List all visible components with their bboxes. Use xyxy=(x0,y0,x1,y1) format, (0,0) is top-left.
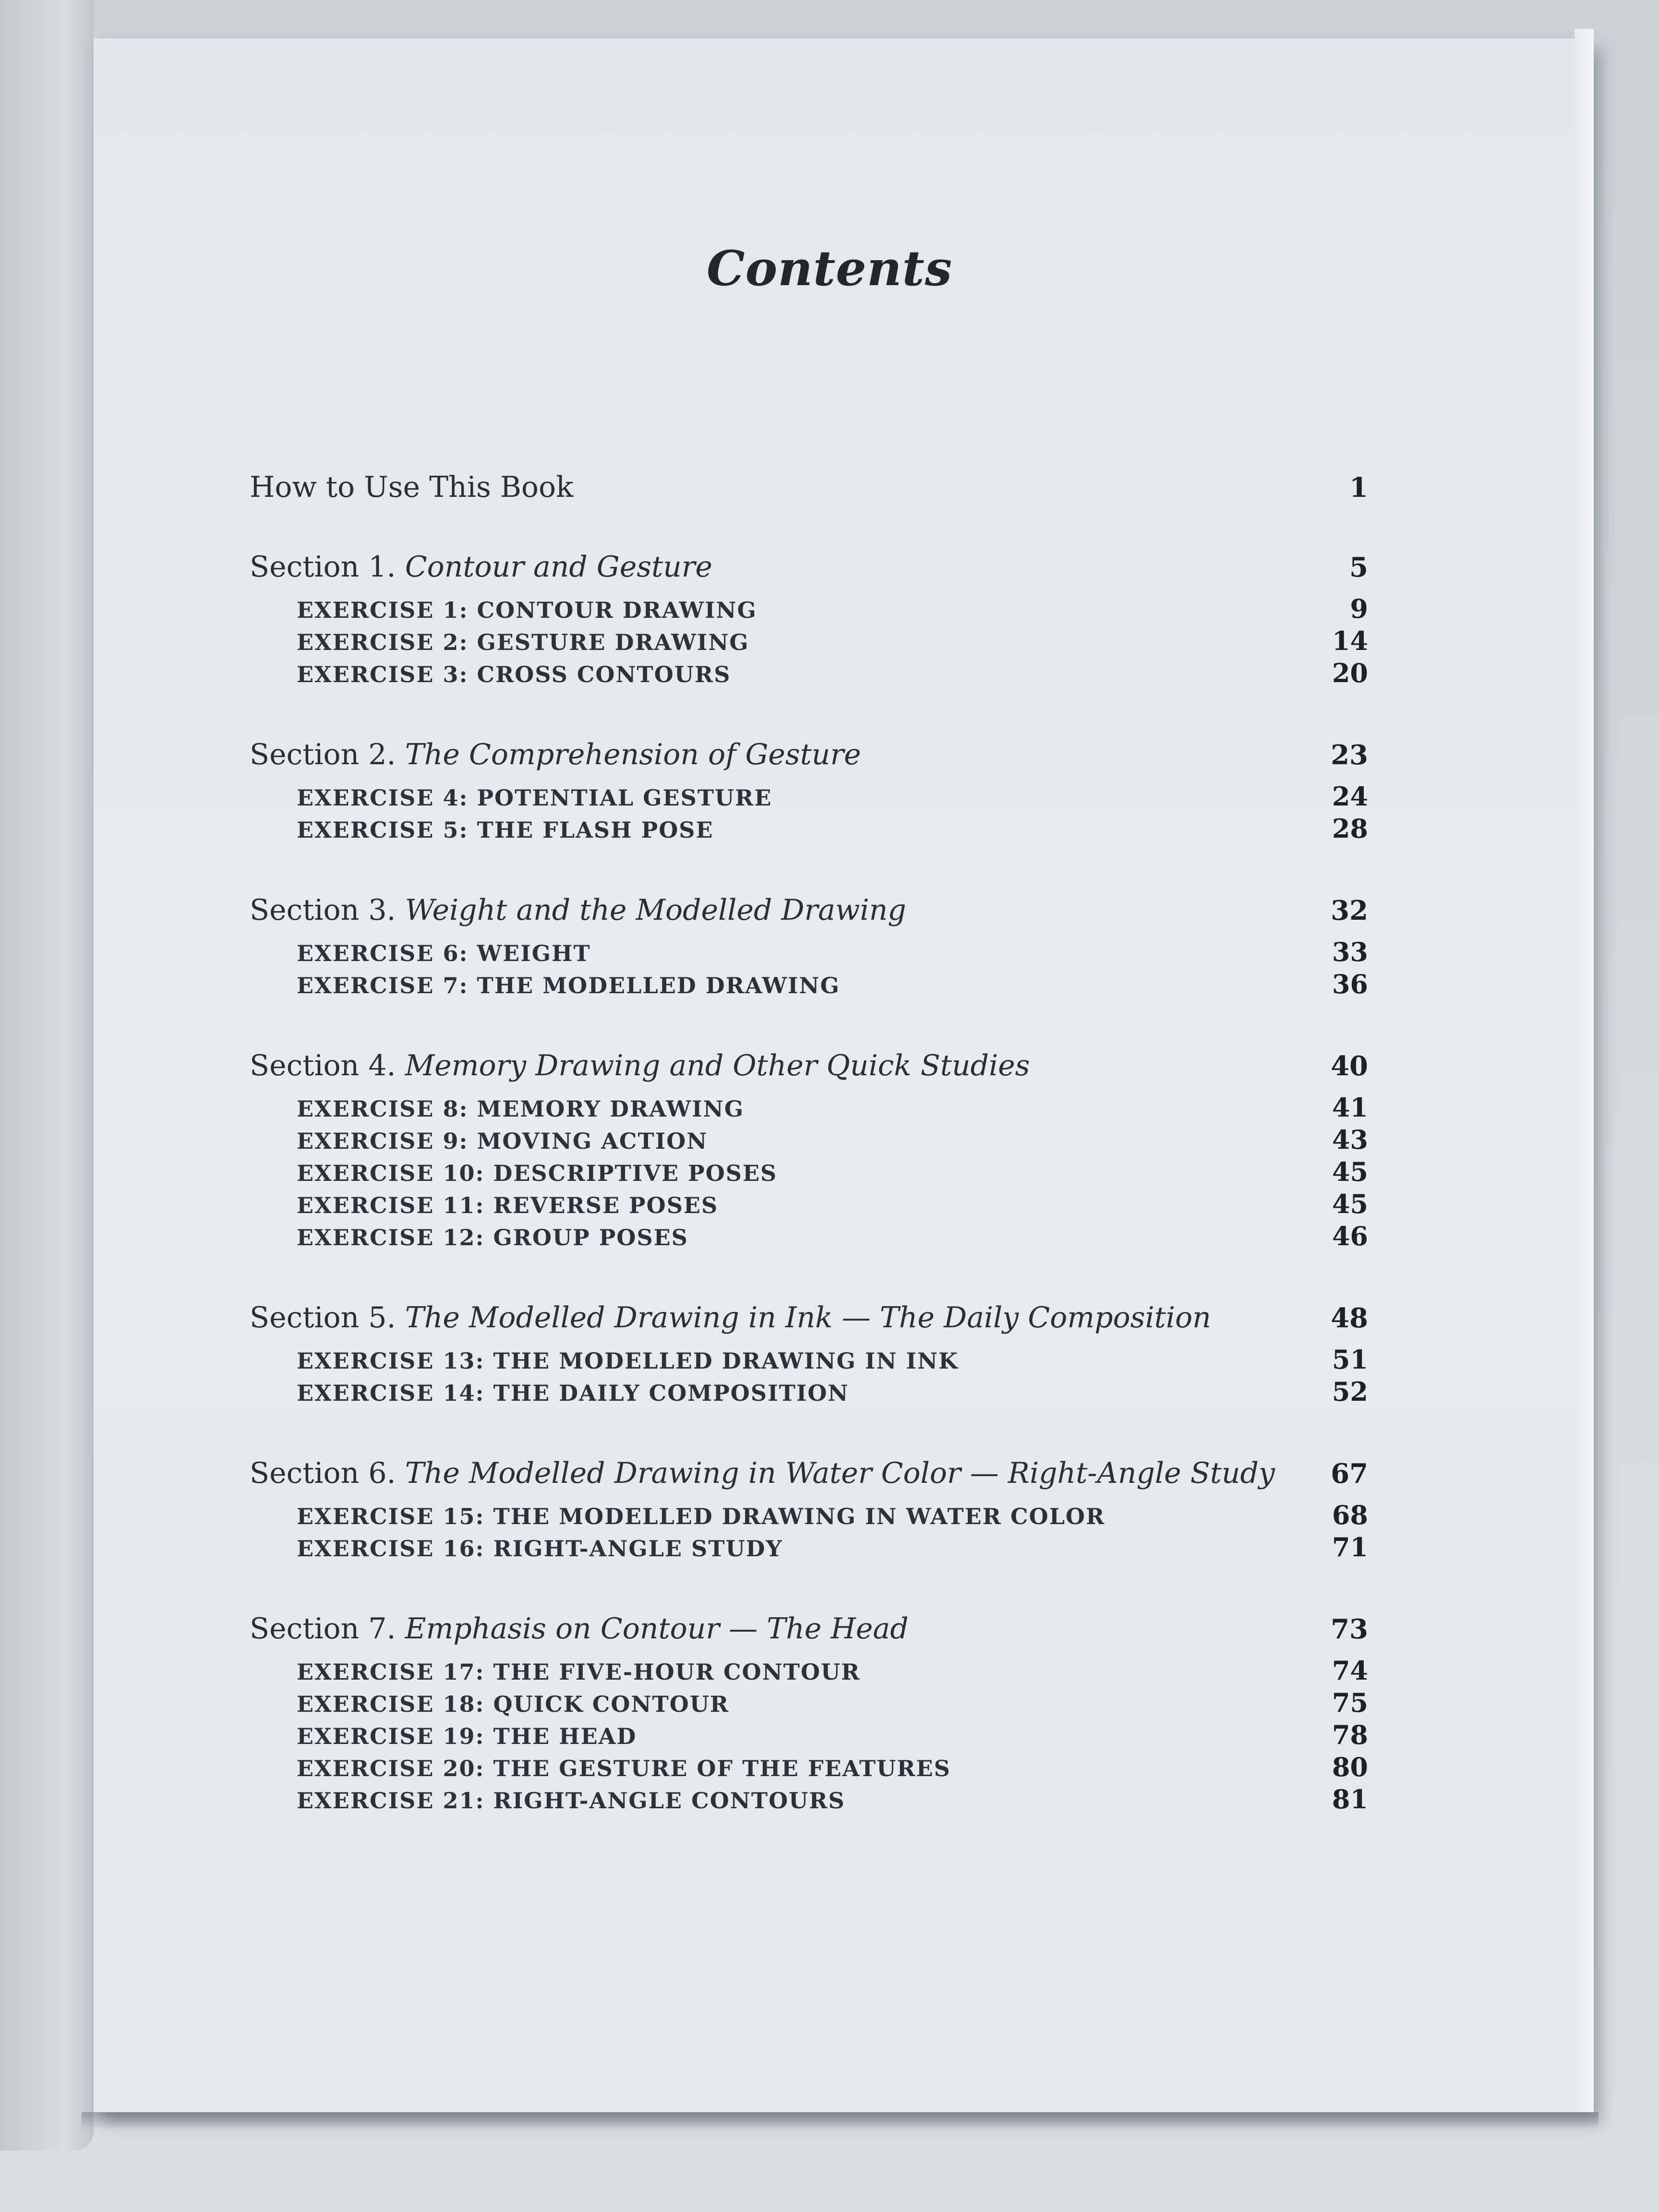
section-number: Section 5. xyxy=(250,1301,396,1334)
exercise-row xyxy=(250,1532,1368,1564)
section-title xyxy=(250,893,906,927)
exercise-row xyxy=(250,1221,1368,1253)
section-page-number: 73 xyxy=(1331,1613,1368,1645)
toc-intro-page: 1 xyxy=(1349,472,1368,504)
exercise-row xyxy=(250,1344,1368,1376)
exercise-row xyxy=(250,593,1368,625)
section-number: Section 7. xyxy=(250,1612,396,1646)
section-number: Section 6. xyxy=(250,1456,396,1490)
exercise-label: EXERCISE 21: RIGHT-ANGLE CONTOURS xyxy=(297,1788,845,1814)
exercise-page-number: 51 xyxy=(1332,1344,1368,1375)
section-number: Section 2. xyxy=(250,738,396,771)
exercise-label: EXERCISE 15: THE MODELLED DRAWING IN WATER COLOR xyxy=(297,1503,1106,1529)
exercise-label: EXERCISE 9: MOVING ACTION xyxy=(297,1128,708,1154)
section-heading xyxy=(250,738,1368,771)
section-title xyxy=(250,1301,1211,1334)
exercise-row xyxy=(250,781,1368,813)
exercise-label: EXERCISE 6: WEIGHT xyxy=(297,940,591,966)
section-heading xyxy=(250,893,1368,927)
exercise-page-number: 75 xyxy=(1332,1687,1368,1718)
section-page-number: 32 xyxy=(1331,895,1368,926)
section-heading xyxy=(250,1301,1368,1334)
section-subtitle: The Modelled Drawing in Ink — The Daily Composition xyxy=(405,1301,1211,1334)
section-subtitle: The Modelled Drawing in Water Color — Right-Angle Study xyxy=(405,1456,1275,1490)
exercise-page-number: 24 xyxy=(1332,781,1368,812)
toc-sections xyxy=(250,550,1368,1816)
section-page-number: 5 xyxy=(1349,552,1368,583)
exercise-label: EXERCISE 11: REVERSE POSES xyxy=(297,1192,719,1218)
section-title xyxy=(250,1049,1030,1082)
section-heading xyxy=(250,1049,1368,1082)
toc-section xyxy=(250,893,1368,1001)
toc-section xyxy=(250,1049,1368,1253)
section-title xyxy=(250,550,712,584)
toc-section xyxy=(250,1301,1368,1408)
exercise-row xyxy=(250,658,1368,690)
exercise-row xyxy=(250,1752,1368,1784)
toc-section xyxy=(250,1456,1368,1564)
section-subtitle: Contour and Gesture xyxy=(405,550,713,584)
page-title: Contents xyxy=(706,240,952,297)
exercise-page-number: 41 xyxy=(1332,1092,1368,1123)
exercise-page-number: 52 xyxy=(1332,1376,1368,1407)
exercise-label: EXERCISE 13: THE MODELLED DRAWING IN INK xyxy=(297,1348,959,1374)
exercise-label: EXERCISE 5: THE FLASH POSE xyxy=(297,817,714,843)
exercise-page-number: 36 xyxy=(1332,969,1368,999)
exercise-row xyxy=(250,1376,1368,1408)
toc-section xyxy=(250,1612,1368,1816)
exercise-page-number: 68 xyxy=(1332,1500,1368,1530)
section-subtitle: Memory Drawing and Other Quick Studies xyxy=(405,1049,1030,1082)
exercise-page-number: 45 xyxy=(1332,1156,1368,1187)
exercise-row xyxy=(250,937,1368,969)
section-page-number: 48 xyxy=(1331,1302,1368,1334)
section-subtitle: Weight and the Modelled Drawing xyxy=(405,893,906,927)
section-page-number: 23 xyxy=(1331,739,1368,771)
exercise-label: EXERCISE 7: THE MODELLED DRAWING xyxy=(297,973,840,998)
exercise-row xyxy=(250,625,1368,658)
section-number: Section 3. xyxy=(250,893,396,927)
exercise-page-number: 80 xyxy=(1332,1752,1368,1782)
section-number: Section 4. xyxy=(250,1049,396,1082)
exercise-row xyxy=(250,1189,1368,1221)
table-of-contents xyxy=(250,470,1368,1864)
exercise-page-number: 78 xyxy=(1332,1719,1368,1750)
exercise-page-number: 71 xyxy=(1332,1532,1368,1563)
section-subtitle: The Comprehension of Gesture xyxy=(405,738,861,771)
exercise-label: EXERCISE 14: THE DAILY COMPOSITION xyxy=(297,1380,849,1406)
exercise-page-number: 81 xyxy=(1332,1784,1368,1815)
toc-section xyxy=(250,738,1368,845)
exercise-label: EXERCISE 12: GROUP POSES xyxy=(297,1225,688,1250)
toc-intro-label: How to Use This Book xyxy=(250,470,574,504)
section-heading xyxy=(250,550,1368,584)
toc-section xyxy=(250,550,1368,690)
exercise-label: EXERCISE 18: QUICK CONTOUR xyxy=(297,1691,730,1717)
exercise-label: EXERCISE 8: MEMORY DRAWING xyxy=(297,1096,745,1122)
exercise-label: EXERCISE 1: CONTOUR DRAWING xyxy=(297,597,757,623)
exercise-page-number: 46 xyxy=(1332,1221,1368,1251)
section-page-number: 67 xyxy=(1331,1458,1368,1490)
exercise-row xyxy=(250,1687,1368,1719)
exercise-label: EXERCISE 2: GESTURE DRAWING xyxy=(297,629,749,655)
exercise-label: EXERCISE 3: CROSS CONTOURS xyxy=(297,661,731,687)
page-shadow xyxy=(82,2112,1599,2129)
section-heading xyxy=(250,1456,1368,1490)
exercise-row xyxy=(250,1092,1368,1124)
section-subtitle: Emphasis on Contour — The Head xyxy=(405,1612,909,1646)
exercise-row xyxy=(250,1719,1368,1752)
exercise-row xyxy=(250,1500,1368,1532)
toc-intro-row xyxy=(250,470,1368,504)
exercise-label: EXERCISE 17: THE FIVE-HOUR CONTOUR xyxy=(297,1659,861,1685)
exercise-page-number: 9 xyxy=(1350,593,1368,624)
exercise-page-number: 33 xyxy=(1332,937,1368,967)
left-page-edge xyxy=(0,0,94,2151)
exercise-row xyxy=(250,1156,1368,1189)
exercise-label: EXERCISE 4: POTENTIAL GESTURE xyxy=(297,785,772,811)
exercise-row xyxy=(250,1655,1368,1687)
exercise-page-number: 43 xyxy=(1332,1124,1368,1155)
exercise-page-number: 45 xyxy=(1332,1189,1368,1219)
exercise-row xyxy=(250,969,1368,1001)
exercise-page-number: 20 xyxy=(1332,658,1368,688)
section-page-number: 40 xyxy=(1331,1050,1368,1082)
exercise-label: EXERCISE 10: DESCRIPTIVE POSES xyxy=(297,1160,778,1186)
exercise-page-number: 74 xyxy=(1332,1655,1368,1686)
exercise-label: EXERCISE 16: RIGHT-ANGLE STUDY xyxy=(297,1536,783,1562)
exercise-row xyxy=(250,1784,1368,1816)
section-number: Section 1. xyxy=(250,550,396,584)
section-title xyxy=(250,738,861,771)
exercise-page-number: 28 xyxy=(1332,813,1368,844)
exercise-row xyxy=(250,1124,1368,1156)
exercise-label: EXERCISE 20: THE GESTURE OF THE FEATURES xyxy=(297,1755,951,1781)
section-title xyxy=(250,1612,909,1646)
exercise-label: EXERCISE 19: THE HEAD xyxy=(297,1723,637,1749)
exercise-row xyxy=(250,813,1368,845)
section-title xyxy=(250,1456,1275,1490)
page-edge xyxy=(1575,29,1594,2112)
section-heading xyxy=(250,1612,1368,1646)
exercise-page-number: 14 xyxy=(1332,625,1368,656)
